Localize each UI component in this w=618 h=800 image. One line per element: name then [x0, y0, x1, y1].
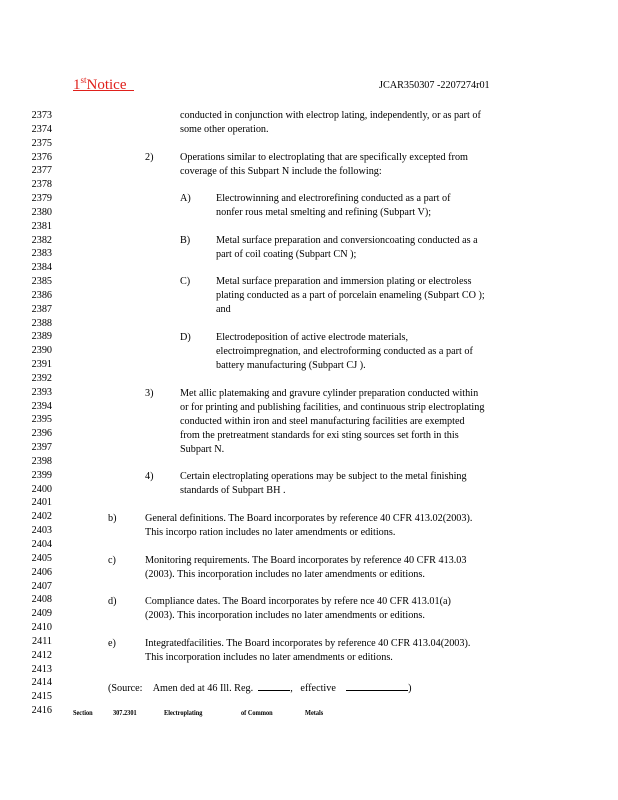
text-line-2390: electroimpregnation, and electroforming conducted as a part of [216, 346, 473, 357]
line-number: 2374 [31, 123, 52, 135]
line-number: 2379 [31, 193, 52, 204]
line-number: 2398 [31, 455, 52, 467]
item-marker-2: 2) [145, 152, 154, 163]
text-line-2400: standards of Subpart BH . [180, 485, 286, 496]
footer-title-3: Metals [305, 709, 324, 717]
item-marker-A: A) [180, 193, 191, 204]
text-line-2411: Integratedfacilities. The Board incorporates by reference 40 CFR 413.04(2003). [145, 638, 471, 649]
line-number: 2411 [32, 635, 52, 647]
source-note [108, 680, 411, 695]
line-number: 2383 [31, 248, 52, 260]
source-open: (Source: [108, 683, 143, 694]
line-number: 2409 [31, 608, 52, 620]
text-line-2403: This incorpo ration includes no later amendments or editions. [145, 527, 396, 538]
effective-date-blank [346, 680, 408, 691]
text-line-2396: from the pretreatment standards for exi sting sources set forth in this [180, 430, 459, 441]
line-number: 2377 [31, 165, 52, 177]
line-number: 2376 [31, 151, 52, 163]
text-line-2399: Certain electroplating operations may be subject to the metal finishing [180, 471, 467, 482]
line-number: 2408 [31, 594, 52, 606]
line-number: 2407 [31, 580, 52, 592]
text-line-2380: nonfer rous metal smelting and refining (Subpart V); [216, 207, 432, 218]
item-marker-c: c) [108, 555, 116, 566]
text-line-2387: and [216, 304, 231, 315]
text-line-2409: (2003). This incorporation includes no later amendments or editions. [145, 610, 425, 621]
footer-section: Section [73, 709, 93, 717]
line-number: 2396 [31, 428, 52, 440]
line-number: 2391 [31, 359, 52, 371]
line-number: 2394 [31, 400, 52, 412]
line-number: 2392 [31, 372, 52, 384]
line-number: 2397 [31, 442, 52, 454]
text-line-2405: Monitoring requirements. The Board incorporates by reference 40 CFR 413.03 [145, 555, 467, 566]
register-number-blank [258, 680, 290, 691]
item-marker-3: 3) [145, 388, 154, 399]
line-number: 2390 [31, 345, 52, 357]
line-number: 2384 [31, 262, 52, 274]
text-line-2382: Metal surface preparation and conversioncoating conducted as a [216, 235, 478, 246]
text-line-2397: Subpart N. [180, 444, 225, 455]
text-line-2395: conducted within iron and steel manufacturing facilities are exempted [180, 416, 465, 427]
text-line-2394: or for printing and publishing facilities, and continuous strip electroplating [180, 402, 485, 413]
line-number: 2410 [31, 622, 52, 633]
item-marker-b: b) [108, 513, 117, 524]
line-number: 2393 [31, 386, 52, 398]
line-number: 2406 [31, 566, 52, 578]
line-number: 2402 [31, 511, 52, 523]
footer-title-1: Electroplating [164, 709, 203, 717]
item-marker-B: B) [180, 235, 191, 246]
document-id: JCAR350307 -2207274r01 [379, 80, 490, 91]
text-line-2373: conducted in conjunction with electrop lating, independently, or as part of [180, 110, 481, 121]
line-number: 2404 [31, 539, 52, 550]
first-notice-heading: 1stNotice [73, 75, 127, 93]
item-marker-d: d) [108, 596, 117, 607]
line-number: 2389 [31, 331, 52, 343]
line-number: 2381 [31, 220, 52, 232]
line-number: 2405 [31, 552, 52, 564]
text-line-2377: coverage of this Subpart N include the following: [180, 166, 382, 177]
line-number: 2416 [31, 705, 52, 716]
text-line-2385: Metal surface preparation and immersion plating or electroless [216, 276, 472, 287]
line-number: 2373 [31, 110, 52, 121]
line-number: 2414 [31, 677, 52, 689]
line-number: 2382 [31, 234, 52, 246]
text-line-2389: Electrodeposition of active electrode materials, [216, 332, 409, 343]
line-number: 2388 [31, 317, 52, 329]
text-line-2386: plating conducted as a part of porcelain enameling (Subpart CO ); [216, 290, 485, 301]
line-number: 2403 [31, 525, 52, 537]
item-marker-D: D) [180, 332, 191, 343]
text-line-2406: (2003). This incorporation includes no later amendments or editions. [145, 569, 425, 580]
line-number: 2399 [31, 469, 52, 481]
line-number: 2412 [31, 649, 52, 661]
line-number: 2375 [31, 137, 52, 149]
text-line-2374: some other operation. [180, 124, 269, 135]
line-number: 2380 [31, 206, 52, 218]
footer-section-number: 307.2301 [113, 709, 137, 717]
text-line-2402: General definitions. The Board incorporates by reference 40 CFR 413.02(2003). [145, 513, 473, 524]
text-line-2408: Compliance dates. The Board incorporates by refere nce 40 CFR 413.01(a) [145, 596, 451, 607]
text-line-2391: battery manufacturing (Subpart CJ ). [216, 360, 366, 371]
text-line-2393: Met allic platemaking and gravure cylinder preparation conducted within [180, 388, 479, 399]
line-number: 2413 [31, 663, 52, 675]
line-number: 2387 [31, 303, 52, 315]
line-number: 2378 [31, 179, 52, 191]
text-line-2376: Operations similar to electroplating that are specifically excepted from [180, 152, 468, 163]
line-number: 2415 [31, 691, 52, 703]
source-comma: , [290, 683, 293, 694]
item-marker-C: C) [180, 276, 191, 287]
line-number: 2395 [31, 414, 52, 426]
text-line-2383: part of coil coating (Subpart CN ); [216, 249, 357, 260]
source-close: ) [408, 683, 412, 694]
item-marker-4: 4) [145, 471, 154, 482]
line-number: 2386 [31, 289, 52, 301]
item-marker-e: e) [108, 638, 116, 649]
text-line-2412: This incorporation includes no later amendments or editions. [145, 652, 393, 663]
text-line-2379: Electrowinning and electrorefining conducted as a part of [216, 193, 451, 204]
line-number: 2401 [31, 497, 52, 509]
source-amended: Amen ded at 46 Ill. Reg. [152, 683, 254, 694]
line-number: 2400 [31, 483, 52, 495]
line-number: 2385 [31, 276, 52, 287]
source-effective: effective [300, 683, 336, 694]
footer-title-2: of Common [241, 709, 273, 717]
